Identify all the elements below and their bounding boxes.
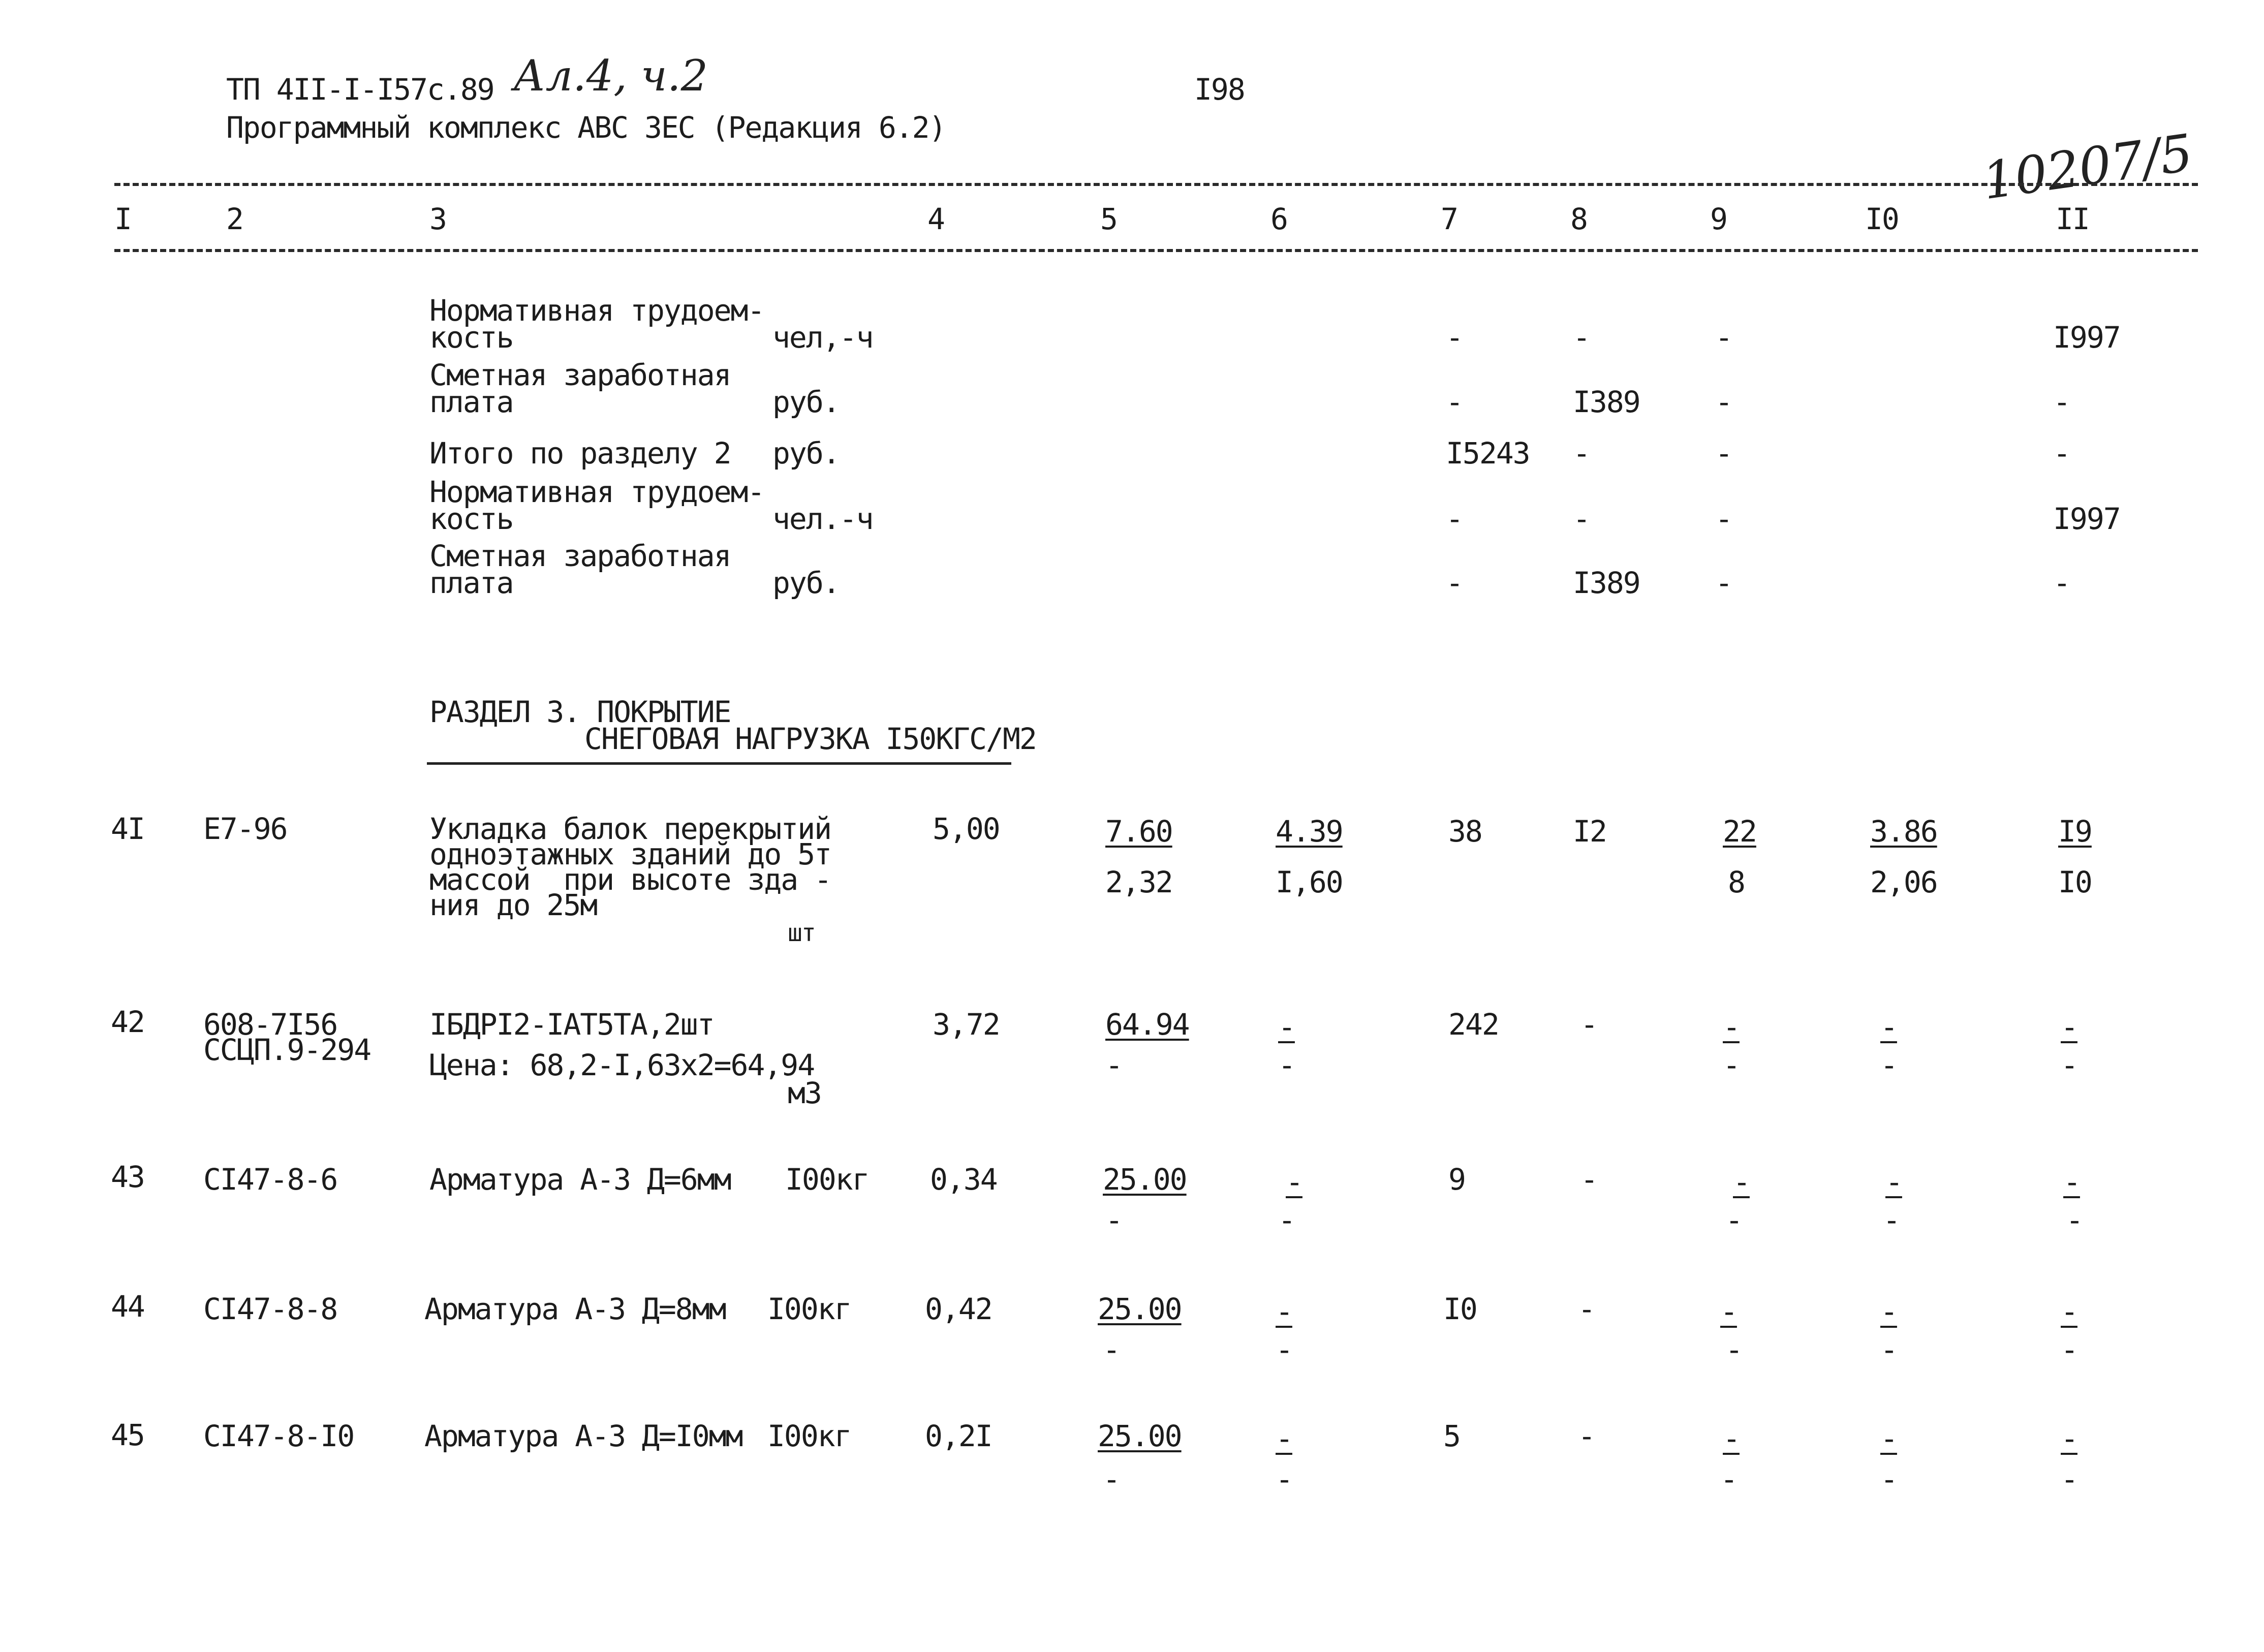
col-header-2: 2 (226, 202, 243, 236)
row-name: ния до 25м (429, 888, 597, 922)
row-name: Арматура А-3 Д=8мм (424, 1292, 726, 1326)
row-number: 45 (111, 1418, 144, 1452)
row-number: 4I (111, 812, 144, 846)
row-name: Укладка балок перекрытий (429, 812, 831, 846)
row-name: одноэтажных зданий до 5т (429, 837, 831, 871)
row-unit: I00кг (767, 1419, 851, 1453)
row-number: 44 (111, 1289, 144, 1324)
row-code: ССЦП.9-294 (203, 1033, 371, 1067)
row-qty: 0,34 (930, 1162, 997, 1197)
row-number: 43 (111, 1160, 144, 1194)
col-header-6: 6 (1270, 202, 1287, 236)
row-name: Арматура А-3 Д=6мм (429, 1162, 731, 1197)
row-name: массой при высоте зда - (429, 862, 831, 897)
row-code: СI47-8-8 (203, 1292, 337, 1326)
row-unit: I00кг (785, 1162, 869, 1197)
section-underline (427, 762, 1011, 765)
row-code: 608-7I56 (203, 1007, 337, 1042)
page-number: I98 (1194, 72, 1245, 107)
row-number: 42 (111, 1005, 144, 1039)
row-unit: I00кг (767, 1292, 851, 1326)
header-bottom-separator (114, 249, 2198, 252)
row-qty: 0,42 (925, 1292, 992, 1326)
col-header-10: I0 (1865, 202, 1899, 236)
document-code: ТП 4II-I-I57с.89 (226, 72, 494, 107)
col-header-11: II (2056, 202, 2089, 236)
col-header-1: I (114, 202, 131, 236)
archive-number: 10207/5 (1978, 122, 2196, 211)
col-header-8: 8 (1570, 202, 1587, 236)
header-top-separator (114, 183, 2198, 186)
program-name: Программный комплекс АВС ЗЕС (Редакция 6.2) (226, 110, 946, 145)
row-name: IБДРI2-IАТ5ТА,2шт (429, 1007, 714, 1042)
col-header-5: 5 (1100, 202, 1117, 236)
col-header-7: 7 (1441, 202, 1457, 236)
section-subtitle: СНЕГОВАЯ НАГРУЗКА I50КГС/М2 (584, 722, 1036, 756)
row-qty: 5,00 (933, 812, 1000, 846)
row-code: СI47-8-6 (203, 1162, 337, 1197)
handwritten-note: Ал.4, ч.2 (513, 51, 708, 101)
row-qty: 3,72 (933, 1007, 1000, 1042)
row-code: СI47-8-I0 (203, 1419, 354, 1453)
row-price: Цена: 68,2-I,63х2=64,94 (429, 1048, 815, 1082)
col-header-9: 9 (1710, 202, 1727, 236)
row-name: Арматура А-3 Д=I0мм (424, 1419, 742, 1453)
col-header-3: 3 (429, 202, 446, 236)
row-unit: м3 (788, 1076, 821, 1110)
document-page: ТП 4II-I-I57с.89 Ал.4, ч.2 I98 Программный комплекс АВС ЗЕС (Редакция 6.2) 10207/5 I 2 3 4 5 6 7 8 9 I0 II Нормативная трудоем- кость чел,-ч - - - I997 Сметная заработная плата руб. - I389 - - Итого по разделу 2 руб. I5243 - - - Нормативная трудоем- кость чел.-ч - - - I997 Сметная заработная плата руб. - I389 - - РАЗДЕЛ 3. ПОКРЫТИЕ СНЕГОВАЯ НАГРУЗКА I50КГС/М2 4I Е7-96 Укладка балок перекрытий одноэтажных зданий до 5т массой при высоте зда - ния до 25м шт 5,00 7.60 2,32 4.39 I,60 38 I2 22 8 3.86 2,06 I9 I0 42 608-7I56 ССЦП.9-294 IБДРI2-IАТ5ТА,2шт Цена: 68,2-I,63х2=64,94 м3 3,72 64.94 - - - 242 - - - - - - - 43 СI47-8-6 Арматура А-3 Д=6мм I00кг 0,34 25.00 - - - 9 - - - - - - - 44 СI47-8-8 Арматура А-3 Д=8мм I00кг 0,42 25.00 - - - I0 - - - - - - - 45 СI47-8-I0 Арматура А-3 Д=I0мм I00кг 0,2I 25.00 - - - 5 - - - - - - - (0, 0, 2264, 1652)
section-title: РАЗДЕЛ 3. ПОКРЫТИЕ (429, 695, 731, 729)
col-header-4: 4 (927, 202, 944, 236)
row-qty: 0,2I (925, 1419, 992, 1453)
row-code: Е7-96 (203, 812, 287, 846)
row-unit: шт (788, 919, 815, 947)
